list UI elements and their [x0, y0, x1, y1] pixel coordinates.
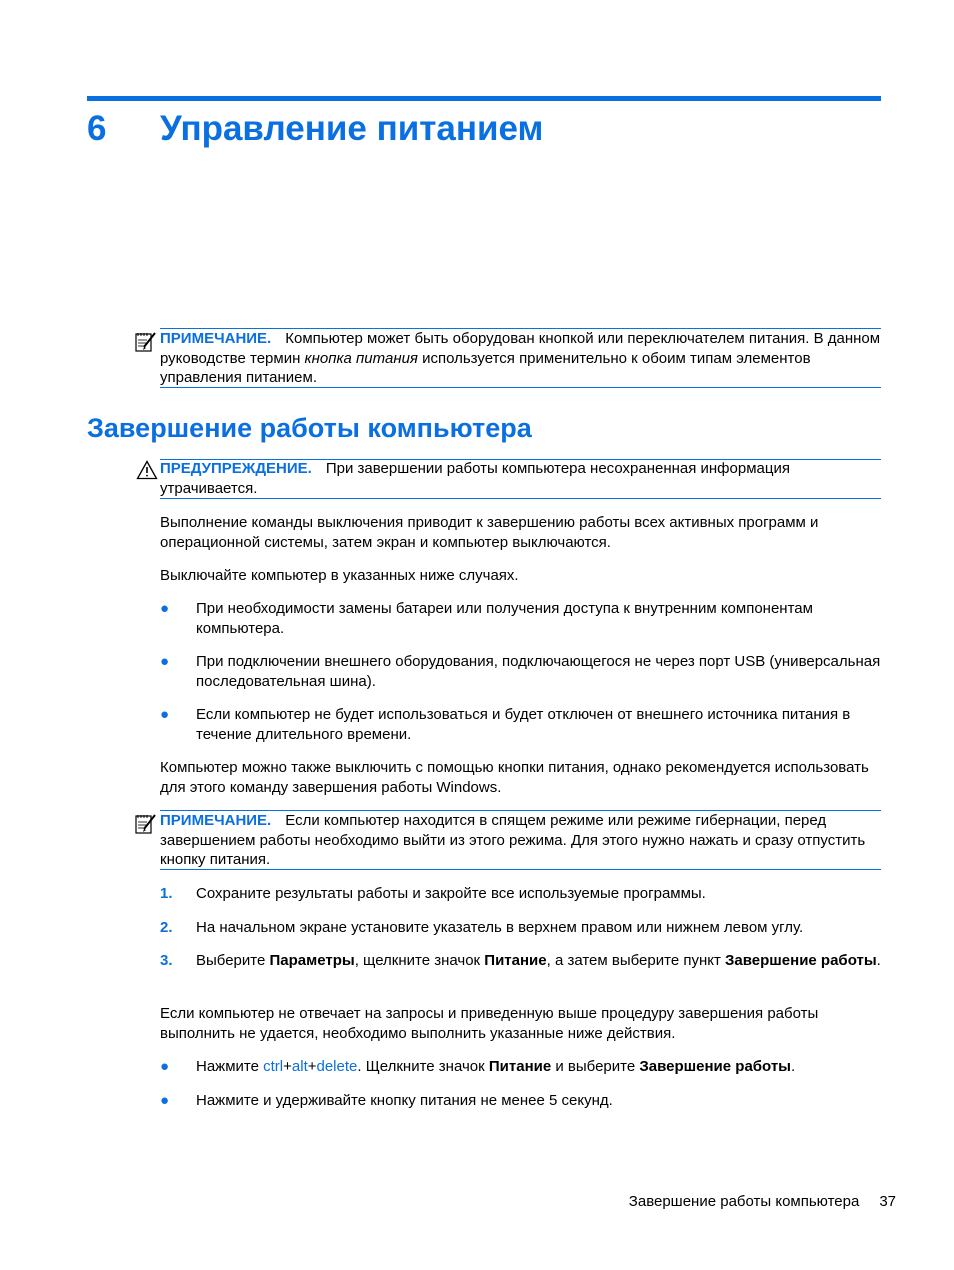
note-label: ПРИМЕЧАНИЕ.: [160, 812, 272, 829]
note-paragraph: [160, 329, 882, 388]
note-icon: [134, 330, 158, 354]
page-number: 37: [879, 1193, 896, 1210]
note-text-end: используется применительно к обоим типам элементов управления питанием.: [160, 349, 811, 386]
warning-icon: [136, 460, 158, 480]
step-number: 2.: [160, 919, 173, 936]
ui-term: Питание: [488, 1058, 552, 1075]
note-text: Компьютер может быть оборудован кнопкой или переключателем питания. В данном руководстве термин: [160, 330, 881, 367]
bullet-icon: ●: [160, 653, 170, 670]
note-term: кнопка питания: [304, 349, 418, 367]
ui-term: Параметры: [269, 952, 355, 969]
list-text: . Щелкните значок: [357, 1058, 489, 1075]
step-number: 1.: [160, 885, 173, 902]
key-separator: +: [307, 1058, 317, 1075]
chapter-title: [87, 107, 543, 151]
key-ctrl: ctrl: [263, 1058, 284, 1075]
note-bottom-rule: [160, 387, 881, 388]
paragraph-shutdown-effect: Выполнение команды выключения приводит к завершению работы всех активных программ и операционной системы, затем экран и компьютер выключаются.: [160, 514, 819, 551]
bullet-icon: ●: [160, 600, 170, 617]
step-text: , щелкните значок: [354, 952, 485, 969]
ui-term: Питание: [484, 952, 547, 969]
paragraph-when-to-shutdown: Выключайте компьютер в указанных ниже случаях.: [160, 567, 519, 584]
chapter-title-text: Управление питанием: [160, 109, 544, 148]
step-item: Сохраните результаты работы и закройте все используемые программы.: [196, 885, 706, 902]
step-item: [196, 951, 882, 971]
list-item: Нажмите и удерживайте кнопку питания не менее 5 секунд.: [196, 1092, 613, 1109]
list-item: Если компьютер не будет использоваться и будет отключен от внешнего источника питания в течение длительного времени.: [196, 706, 851, 743]
ui-term: Завершение работы: [725, 952, 877, 969]
warning-paragraph: [160, 459, 882, 498]
key-separator: +: [283, 1058, 292, 1075]
step-number: 3.: [160, 952, 173, 969]
footer-section-title: Завершение работы компьютера: [628, 1193, 860, 1210]
paragraph-unresponsive: Если компьютер не отвечает на запросы и приведенную выше процедуру завершения работы выполнить не удается, необходимо выполнить указанные ниже действия.: [160, 1005, 819, 1042]
key-delete: delete: [316, 1058, 358, 1075]
list-item: [196, 1057, 882, 1077]
bullet-icon: ●: [160, 1092, 170, 1109]
section-title: Завершение работы компьютера: [87, 413, 532, 443]
list-text: и выберите: [551, 1058, 640, 1075]
note-icon: [134, 812, 158, 836]
list-item: При подключении внешнего оборудования, подключающегося не через порт USB (универсальная последовательная шина).: [196, 653, 881, 690]
list-text: Нажмите: [196, 1058, 264, 1075]
note-label: ПРИМЕЧАНИЕ.: [160, 330, 272, 347]
page-footer: [629, 1192, 896, 1212]
list-text: .: [791, 1058, 796, 1075]
bullet-icon: ●: [160, 1058, 170, 1075]
paragraph-windows-shutdown: Компьютер можно также выключить с помощью кнопки питания, однако рекомендуется использовать для этого команду завершения работы Windows.: [160, 759, 869, 796]
warning-text: При завершении работы компьютера несохраненная информация утрачивается.: [160, 460, 790, 497]
key-alt: alt: [291, 1058, 308, 1075]
step-item: На начальном экране установите указатель в верхнем правом или нижнем левом углу.: [196, 919, 804, 936]
step-text: , а затем выберите пункт: [546, 952, 726, 969]
list-item: При необходимости замены батареи или получения доступа к внутренним компонентам компьютера.: [196, 600, 813, 637]
bullet-icon: ●: [160, 706, 170, 723]
chapter-rule: [87, 96, 881, 101]
chapter-number: 6: [87, 109, 107, 148]
warning-label: ПРЕДУПРЕЖДЕНИЕ.: [160, 460, 312, 477]
note-paragraph: [160, 811, 882, 870]
note-bottom-rule: [160, 869, 881, 870]
warning-bottom-rule: [160, 498, 881, 499]
step-text: .: [876, 952, 881, 969]
note-text: Если компьютер находится в спящем режиме или режиме гибернации, перед завершением работы необходимо выйти из этого режима. Для этого нужно нажать и сразу отпустить кнопку питания.: [160, 812, 866, 868]
step-text: Выберите: [196, 952, 270, 969]
ui-term: Завершение работы: [639, 1058, 791, 1075]
